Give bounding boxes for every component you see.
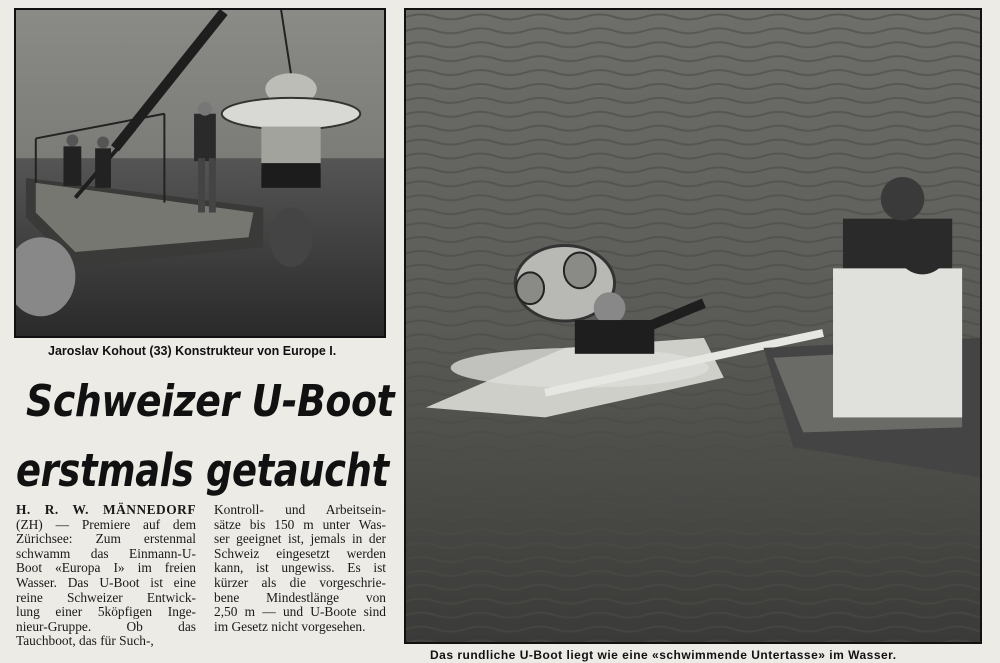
photo-submarine-in-water <box>404 8 982 644</box>
article-column-2 <box>214 503 386 634</box>
article-dateline: H. R. W. MÄNNEDORF <box>16 502 196 517</box>
photo-submarine-crane-image <box>16 10 384 336</box>
article-line: kürzer als die vorgeschrie- <box>214 574 386 590</box>
article-line: nieur-Gruppe. Ob das <box>16 618 196 634</box>
headline-line-2: erstmals getaucht <box>16 444 389 497</box>
article-line: lung einer 5köpfigen Inge- <box>16 604 196 620</box>
article-line: Boot «Europa I» im freien <box>16 560 196 576</box>
article-line: sätze bis 150 m unter Was- <box>214 516 386 532</box>
photo-caption-left: Jaroslav Kohout (33) Konstrukteur von Europe I. <box>48 344 337 358</box>
photo-submarine-in-water-image <box>406 10 980 642</box>
article-line: Schweiz eingesetzt werden <box>214 545 386 561</box>
article-line: Tauchboot, das für Such-, <box>16 633 154 649</box>
article-column-1 <box>16 503 196 649</box>
article-line: Zürichsee: Zum erstenmal <box>16 531 196 547</box>
article-line: (ZH) — Premiere auf dem <box>16 516 196 532</box>
article-line: im Gesetz nicht vorgesehen. <box>214 618 366 634</box>
article-line: Kontroll- und Arbeitsein- <box>214 502 386 517</box>
article-line: kann, ist ungewiss. Es ist <box>214 560 386 576</box>
photo-submarine-crane <box>14 8 386 338</box>
photo-caption-right: Das rundliche U-Boot liegt wie eine «schwimmende Untertasse» im Wasser. <box>430 648 897 662</box>
article-line: schwamm das Einmann-U- <box>16 545 196 561</box>
article-line: reine Schweizer Entwick- <box>16 589 196 605</box>
article-line: Wasser. Das U-Boot ist eine <box>16 574 196 590</box>
article-line: 2,50 m — und U-Boote sind <box>214 604 386 620</box>
article-line: bene Mindestlänge von <box>214 589 386 605</box>
article-line: ser geeignet ist, jemals in der <box>214 531 386 547</box>
headline-line-1: Schweizer U-Boot <box>26 376 395 427</box>
